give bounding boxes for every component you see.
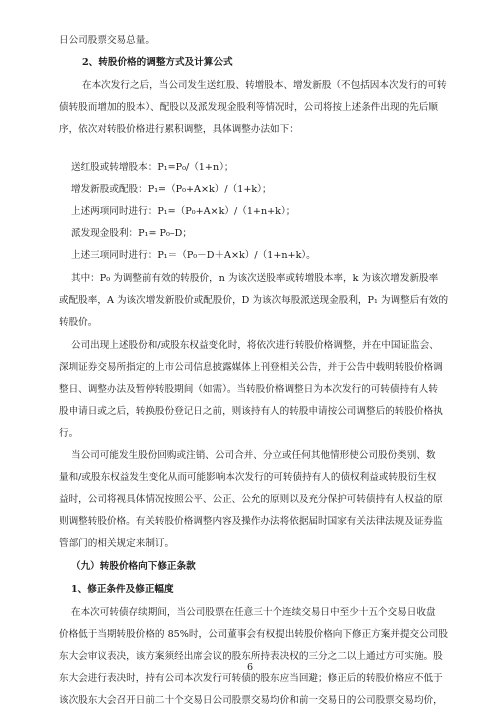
paragraph-line: 东大会进行表决时，持有公司本次发行可转债的股东应当回避；修正后的转股价格应不低于	[59, 673, 443, 684]
formula-line: 上述三项同时进行：P₁＝（P₀－D＋A×k）/（1+n+k）。	[71, 250, 316, 261]
paragraph-line: 股申请日或之后，转换股份登记日之前，则该持有人的转股申请按公司调整后的转股价格执	[59, 406, 443, 417]
paragraph-line: 当公司可能发生股份回购或注销、公司合并、分立或任何其他情形使公司股份类别、数	[71, 450, 436, 461]
paragraph-line: 公司出现上述股份和/或股东权益变化时，将依次进行转股价格调整，并在中国证监会、	[71, 340, 439, 351]
paragraph-line: 序，依次对转股价格进行累积调整，具体调整办法如下：	[59, 124, 299, 135]
paragraph-line: 行。	[59, 428, 79, 439]
paragraph-line: 则调整转股价格。有关转股价格调整内容及操作办法将依据届时国家有关法律法规及证券监	[59, 516, 443, 527]
paragraph-line: 价格低于当期转股价格的 85%时，公司董事会有权提出转股价格向下修正方案并提交公司股	[59, 629, 448, 640]
section-heading: 2、转股价格的调整方式及计算公式	[82, 57, 233, 68]
paragraph-line: 转股价。	[59, 317, 98, 328]
paragraph-line: 深圳证券交易所指定的上市公司信息披露媒体上刊登相关公告，并于公告中载明转股价格调	[59, 362, 443, 373]
formula-line: 上述两项同时进行：P₁=（P₀+A×k）/（1+n+k）；	[71, 206, 296, 217]
paragraph-line: 债转股而增加的股本）、配股以及派发现金股利等情况时，公司将按上述条件出现的先后顺	[59, 102, 438, 113]
paragraph-line: 其中：P₀ 为调整前有效的转股价，n 为该次送股率或转增股本率，k 为该次增发新股率	[71, 273, 439, 284]
paragraph-line: 益时，公司将视具体情况按照公平、公正、公允的原则以及充分保护可转债持有人权益的原	[59, 494, 443, 505]
formula-line: 增发新股或配股：P₁=（P₀+A×k）/（1+k）；	[71, 184, 272, 195]
paragraph-line: 管部门的相关规定来制订。	[59, 538, 175, 549]
page-number: 6	[246, 662, 254, 673]
paragraph-line: 在本次可转债存续期间，当公司股票在任意三十个连续交易日中至少十五个交易日收盘	[71, 607, 436, 618]
paragraph-line: 该次股东大会召开日前二十个交易日公司股票交易均价和前一交易日的公司股票交易均价，	[59, 695, 443, 706]
paragraph-line: 量和/或股东权益发生变化从而可能影响本次发行的可转债持有人的债权利益或转股衍生权	[59, 472, 437, 483]
subsection-heading: （九）转股价格向下修正条款	[71, 561, 196, 572]
formula-line: 送红股或转增股本：P₁=P₀/（1+n）；	[71, 162, 234, 173]
paragraph-line: 整日、调整办法及暂停转股期间（如需）。当转股价格调整日为本次发行的可转债持有人转	[59, 384, 438, 395]
paragraph-line: 在本次发行之后，当公司发生送红股、转增股本、增发新股（不包括因本次发行的可转	[82, 80, 447, 91]
formula-line: 派发现金股利：P₁= P₀–D；	[71, 228, 192, 239]
paragraph-line: 或配股率，A 为该次增发新股价或配股价，D 为该次每股派送现金股利，P₁ 为调整后有效的	[59, 295, 449, 306]
paragraph-line: 东大会审议表决，该方案须经出席会议的股东所持表决权的三分之二以上通过方可实施。股	[59, 651, 443, 662]
continuation-line: 日公司股票交易总量。	[59, 35, 155, 46]
section-heading: 1、修正条件及修正幅度	[71, 584, 174, 595]
